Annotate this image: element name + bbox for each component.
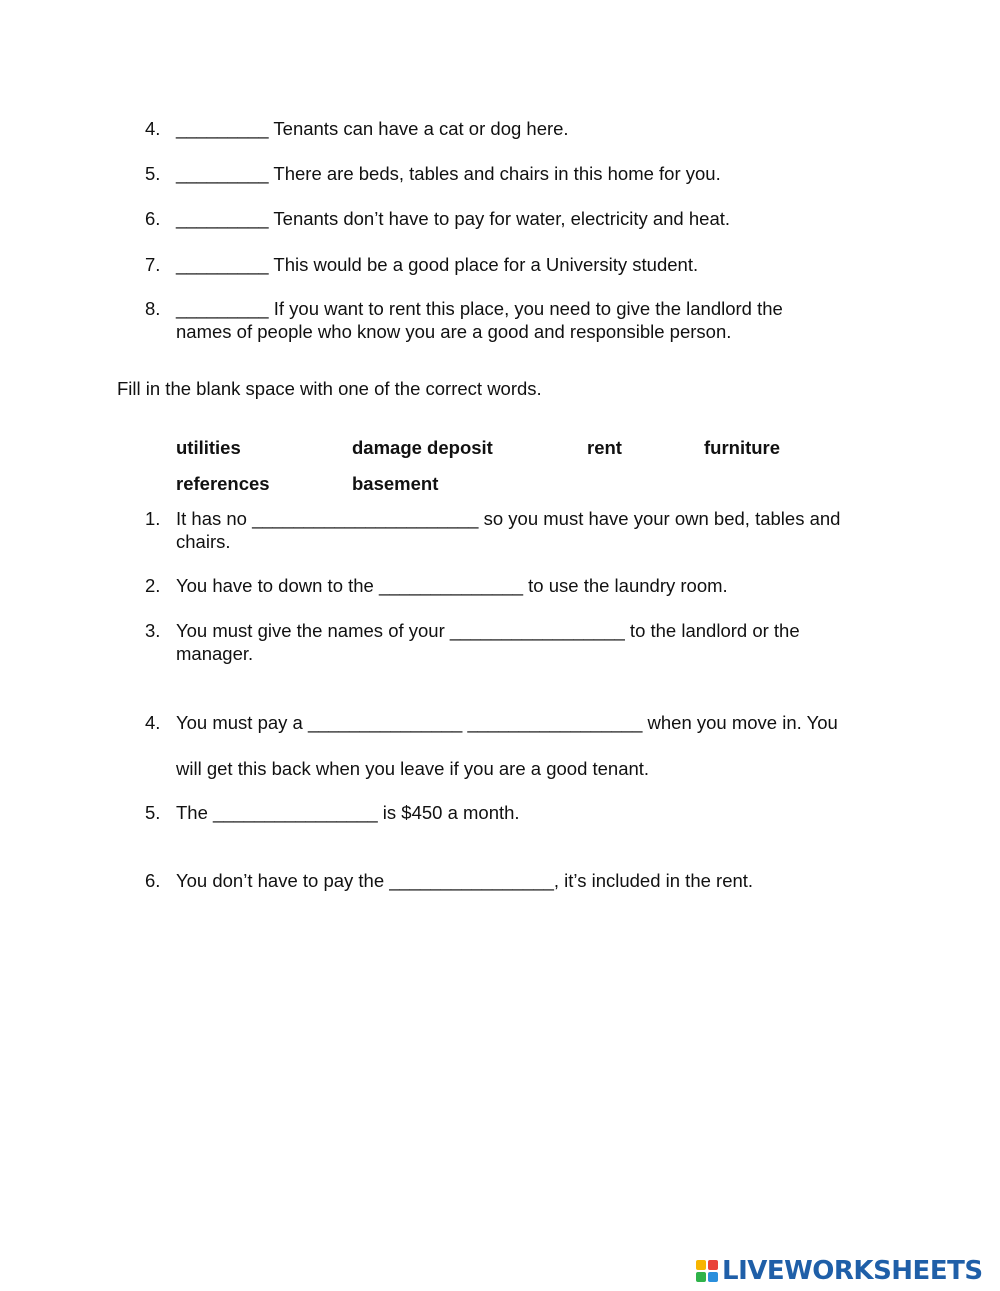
item-text: You have to down to the ______________ to use the laundry room. bbox=[176, 575, 728, 596]
item-number: 5. bbox=[145, 802, 161, 823]
word-bank-item: damage deposit bbox=[352, 437, 493, 458]
word-bank-item: rent bbox=[587, 437, 622, 458]
logo-block bbox=[696, 1272, 706, 1282]
item-text: _________ Tenants don’t have to pay for water, electricity and heat. bbox=[176, 208, 731, 229]
word-bank-item: references bbox=[176, 473, 270, 494]
word-bank-item: utilities bbox=[176, 437, 241, 458]
item-number: 4. bbox=[145, 712, 161, 733]
item-number: 6. bbox=[145, 870, 161, 891]
word-bank-item: furniture bbox=[704, 437, 781, 458]
item-number: 4. bbox=[145, 118, 161, 139]
item-number: 3. bbox=[145, 620, 161, 641]
item-number: 8. bbox=[145, 298, 161, 319]
item-4-continuation: will get this back when you leave if you are a good tenant. bbox=[176, 758, 650, 779]
item-text: It has no ______________________ so you must have your own bed, tables and chairs. bbox=[176, 508, 841, 552]
logo-blocks-icon bbox=[696, 1260, 718, 1282]
item-text: You must pay a _______________ _________________ when you move in. You bbox=[176, 712, 838, 733]
item-text: You must give the names of your _________________ to the landlord or the manager. bbox=[176, 620, 800, 664]
instruction-text: Fill in the blank space with one of the correct words. bbox=[117, 378, 542, 399]
word-bank-item: basement bbox=[352, 473, 439, 494]
item-text: _________ This would be a good place for a University student. bbox=[176, 254, 699, 275]
item-text: The ________________ is $450 a month. bbox=[176, 802, 520, 823]
item-number: 1. bbox=[145, 508, 161, 529]
liveworksheets-logo bbox=[696, 1256, 983, 1286]
logo-text: LIVEWORKSHEETS bbox=[722, 1255, 983, 1286]
logo-block bbox=[708, 1272, 718, 1282]
item-text: You don’t have to pay the ________________, it’s included in the rent. bbox=[176, 870, 754, 891]
item-text: _________ If you want to rent this place, you need to give the landlord the names of people who know you are a good and responsible person. bbox=[176, 298, 783, 342]
item-number: 6. bbox=[145, 208, 161, 229]
item-text: _________ Tenants can have a cat or dog here. bbox=[176, 118, 569, 139]
item-number: 7. bbox=[145, 254, 161, 275]
item-number: 2. bbox=[145, 575, 161, 596]
logo-block bbox=[708, 1260, 718, 1270]
logo-block bbox=[696, 1260, 706, 1270]
item-text: _________ There are beds, tables and chairs in this home for you. bbox=[176, 163, 721, 184]
item-number: 5. bbox=[145, 163, 161, 184]
